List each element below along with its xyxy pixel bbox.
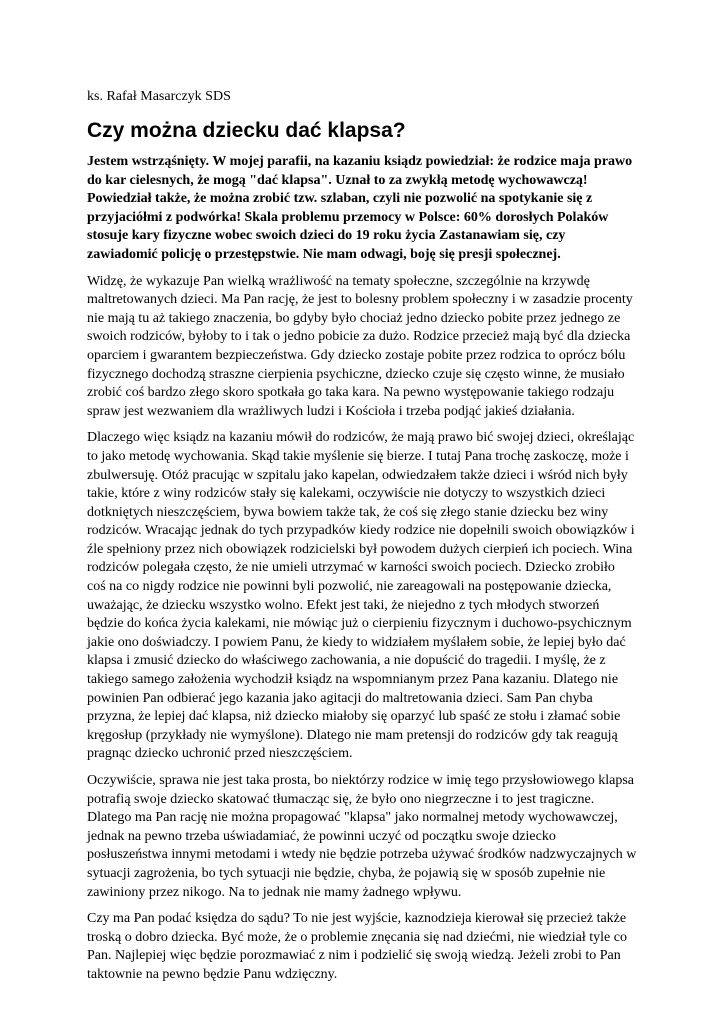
article-title: Czy można dziecku dać klapsa? <box>87 119 406 142</box>
answer-paragraph-2: Dlaczego więc ksiądz na kazaniu mówił do rodziców, że mają prawo bić swojej dzieci, określając to jako metodę wychowania. Skąd takie myślenie się bierze. I tutaj Pana trochę zaskoczę, może i zbulwersuję. Otóż pracując w szpitalu jako kapelan, odwiedzałem także dzieci i wśród nich były takie, które z winy rodziców stały się kalekami, oczywiście nie dotyczy to wszystkich dzieci dotkniętych nieszczęściem, bywa bowiem także tak, że coś się złego stanie dziecku bez winy rodziców. Wracając jednak do tych przypadków kiedy rodzice nie dopełnili swoich obowiązków i źle spełniony przez nich obowiązek rodzicielski był powodem dużych cierpień ich pociech. Wina rodziców polegała często, że nie umieli utrzymać w karności swoich pociech. Dziecko zrobiło coś na co nigdy rodzice nie powinni byli pozwolić, nie zareagowali na postępowanie dziecka, uważając, że dziecku wszystko wolno. Efekt jest taki, że niejedno z tych młodych stworzeń będzie do końca życia kalekami, nie mówiąc już o cierpieniu fizycznym i duchowo-psychicznym jakie ono doświadczy. I powiem Panu, że kiedy to widziałem myślałem sobie, że lepiej było dać klapsa i zmusić dziecko do właściwego zachowania, a nie dopuścić do tragedii. I myślę, że z takiego samego założenia wychodził ksiądz na wspomnianym przez Pana kazaniu. Dlatego nie powinien Pan odbierać jego kazania jako agitacji do maltretowania dzieci. Sam Pan chyba przyzna, że lepiej dać klapsa, niż dziecko miałoby się oparzyć lub spaść ze stołu i złamać sobie kręgosłup (przykłady nie wymyślone). Dlatego nie mam pretensji do rodziców gdy tak reagują pragnąc dziecko uchronić przed nieszczęściem. <box>87 430 635 762</box>
author-line: ks. Rafał Masarczyk SDS <box>87 89 231 104</box>
answer-paragraph-4: Czy ma Pan podać księdza do sądu? To nie jest wyjście, kaznodzieja kierował się przecież także troską o dobro dziecka. Być może, że o problemie znęcania się nad dziećmi, nie wiedział tyle co Pan. Najlepiej więc będzie porozmawiać z nim i podzielić się swoją wiedzą. Jeżeli zrobi to Pan taktownie na pewno będzie Panu wdzięczny. <box>87 911 627 982</box>
reader-question: Jestem wstrząśnięty. W mojej parafii, na kazaniu ksiądz powiedział: że rodzice maja prawo do kar cielesnych, że mogą "dać klapsa". Uznał to za zwykłą metodę wychowawczą! Powiedział także, że można zrobić tzw. szlaban, czyli nie pozwolić na spotykanie się z przyjaciółmi z podwórka! Skala problemu przemocy w Polsce: 60% dorosłych Polaków stosuje kary fizyczne wobec swoich dzieci do 19 roku życia Zastanawiam się, czy zawiadomić policję o przestępstwie. Nie mam odwagi, boję się presji społecznej. <box>87 154 633 262</box>
answer-paragraph-3: Oczywiście, sprawa nie jest taka prosta, bo niektórzy rodzice w imię tego przysłowiowego klapsa potrafią swoje dziecko skatować tłumacząc się, że było ono niegrzeczne i to jest tragiczne. Dlatego ma Pan rację nie można propagować "klapsa" jako normalnej metody wychowawczej, jednak na pewno trzeba uświadamiać, że powinni uczyć od początku swoje dziecko posłuszeństwa innymi metodami i wtedy nie będzie potrzeba używać środków nadzwyczajnych w sytuacji zagrożenia, bo tych sytuacji nie będzie, chyba, że pojawią się w sposób zupełnie nie zawiniony przez nikogo. Na to jednak nie mamy żadnego wpływu. <box>87 773 637 900</box>
answer-paragraph-1: Widzę, że wykazuje Pan wielką wrażliwość na tematy społeczne, szczególnie na krzywdę maltretowanych dzieci. Ma Pan rację, że jest to bolesny problem społeczny i w zasadzie procenty nie mają tu aż takiego znaczenia, bo gdyby było chociaż jedno dziecko pobite przez jednego ze swoich rodziców, byłoby to i tak o jedno pobicie za dużo. Rodzice przecież mają być dla dziecka oparciem i gwarantem bezpieczeństwa. Gdy dziecko zostaje pobite przez rodzica to oprócz bólu fizycznego dochodzą straszne cierpienia psychiczne, dziecko czuje się często winne, że musiało zrobić coś bardzo złego skoro spotkała go taka kara. Na pewno występowanie takiego rodzaju spraw jest wezwaniem dla wrażliwych ludzi i Kościoła i trzeba podjąć jakieś działania. <box>87 273 633 419</box>
document-page <box>87 88 637 993</box>
